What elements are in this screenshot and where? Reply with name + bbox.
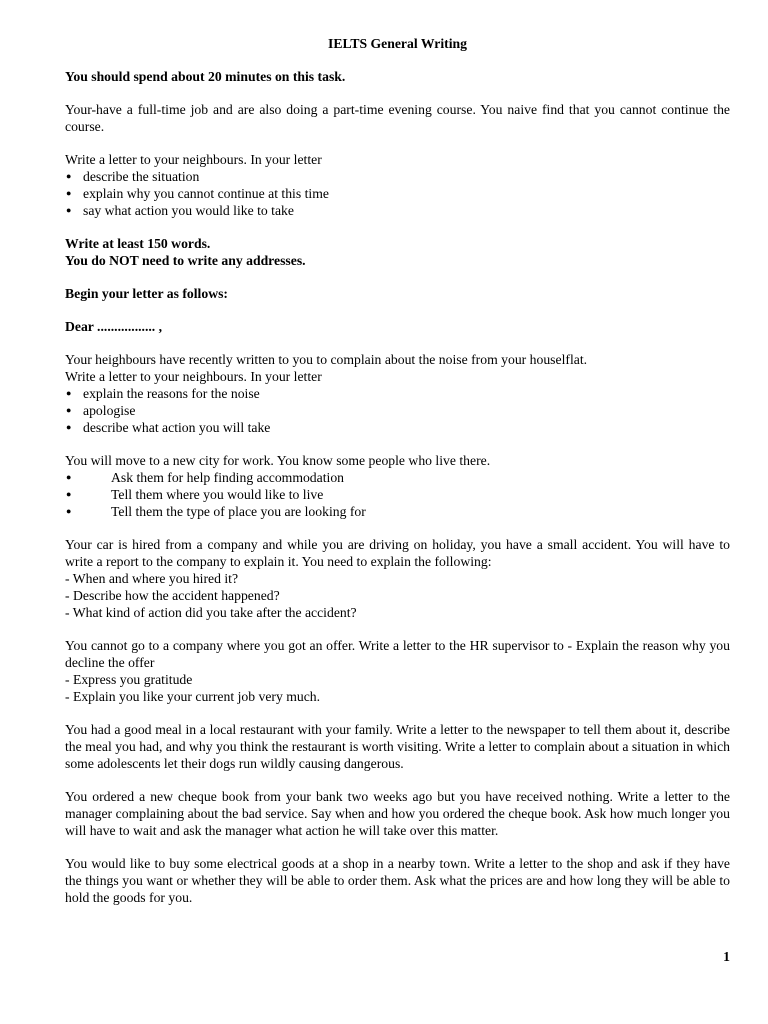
list-item: ● describe the situation [65,168,730,185]
time-note: You should spend about 20 minutes on this task. [65,69,346,84]
task4-line: - When and where you hired it? [65,571,239,586]
task2-instruction: Write a letter to your neighbours. In your letter [65,369,322,384]
list-item: ● describe what action you will take [65,419,730,436]
task5-line: - Explain you like your current job very much. [65,689,321,704]
list-item: ● Tell them where you would like to live [65,486,730,503]
addresses-note: You do NOT need to write any addresses. [65,253,306,268]
task4-line: - What kind of action did you take after the accident? [65,605,357,620]
list-item: ● explain the reasons for the noise [65,385,730,402]
word-count-note: Write at least 150 words. [65,236,211,251]
task1-situation: Your-have a full-time job and are also doing a part-time evening course. You naive find that you cannot continue the course. [65,102,730,134]
task6-text: You had a good meal in a local restaurant with your family. Write a letter to the newspaper to tell them about it, describe the meal you had, and why you think the restaurant is worth visiting. Write a letter to complain about a situation in which some adolescents let their dogs run wildly causing dangerous. [65,722,730,771]
list-item: ● Tell them the type of place you are looking for [65,503,730,520]
task4-line: - Describe how the accident happened? [65,588,280,603]
list-item: ● apologise [65,402,730,419]
task4-text: Your car is hired from a company and while you are driving on holiday, you have a small accident. You will have to write a report to the company to explain it. You need to explain the following: [65,537,730,569]
task1-instruction: Write a letter to your neighbours. In your letter [65,152,322,167]
task2-bullet-list [65,385,730,436]
task5-line: - Express you gratitude [65,672,193,687]
salutation: Dear ................. , [65,319,163,334]
page-number: 1 [723,949,730,964]
task7-text: You ordered a new cheque book from your bank two weeks ago but you have received nothing. Write a letter to the manager complaining about the bad service. Say when and how you ordered the cheque book. Ask how much longer you will have to wait and ask the manager what action he will take over this matter. [65,789,730,838]
list-item: ● explain why you cannot continue at this time [65,185,730,202]
task1-bullet-list [65,168,730,219]
task3-bullet-list [65,469,730,520]
task3-situation: You will move to a new city for work. You know some people who live there. [65,453,491,468]
task2-situation: Your heighbours have recently written to you to complain about the noise from your houselflat. [65,352,588,367]
page-title: IELTS General Writing [328,36,467,51]
list-item: ● Ask them for help finding accommodation [65,469,730,486]
begin-note: Begin your letter as follows: [65,286,228,301]
task5-text: You cannot go to a company where you got an offer. Write a letter to the HR supervisor to - Explain the reason why you decline the offer [65,638,730,670]
task8-text: You would like to buy some electrical goods at a shop in a nearby town. Write a letter to the shop and ask if they have the things you want or whether they will be able to order them. Ask what the prices are and how long they will be able to hold the goods for you. [65,856,730,905]
list-item: ● say what action you would like to take [65,202,730,219]
